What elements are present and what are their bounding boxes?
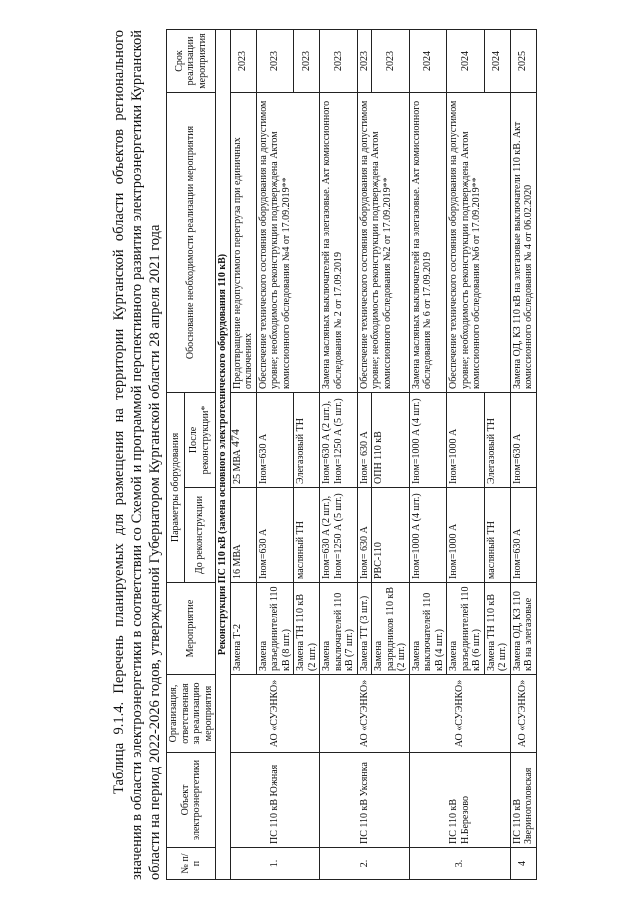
header-object: Объект электроэнергетики: [167, 753, 216, 848]
year-cell: 2023: [230, 29, 256, 92]
before-cell: Iном=630 А: [256, 488, 294, 583]
year-cell: 2024: [409, 29, 447, 92]
object-cell: ПС 110 кВ Южная: [230, 753, 320, 848]
measure-cell: Замена Т-2: [230, 583, 256, 675]
object-cell: ПС 110 кВ Уксянка: [320, 753, 410, 848]
equipment-table: [166, 29, 537, 880]
year-cell: 2023: [372, 29, 410, 92]
rotated-page-content: [110, 30, 540, 880]
measure-cell: Замена ТН 110 кВ (2 шт.): [294, 583, 320, 675]
before-cell: Iном=1000 А (4 шт.): [409, 488, 447, 583]
org-cell: АО «СУЭНКО»: [409, 675, 510, 753]
justification-cell: Замена масляных выключателей на элегазовые. Акт комиссионного обследования № 2 от 17.09.2019: [320, 92, 358, 392]
header-before: До реконструкции: [184, 488, 215, 583]
row-number: 1.: [230, 848, 320, 880]
after-cell: Iном=630 А (2 шт.), Iном=1250 А (5 шт.): [320, 392, 358, 487]
justification-cell: Предотвращение недопустимого перегруза при единичных отключениях: [230, 92, 256, 392]
after-cell: Элегазовый ТН: [294, 392, 320, 487]
year-cell: 2025: [510, 29, 536, 92]
header-after: После реконструкции*: [184, 392, 215, 487]
measure-cell: Замена разъединителей 110 кВ (8 шт.): [256, 583, 294, 675]
before-cell: Iном= 630 А: [357, 488, 372, 583]
before-cell: Iном=630 А (2 шт.), Iном=1250 А (5 шт.): [320, 488, 358, 583]
before-cell: 16 МВА: [230, 488, 256, 583]
header-justification: Обоснование необходимости реализации мероприятия: [167, 92, 216, 392]
page-number: 474: [228, 429, 242, 447]
year-cell: 2023: [256, 29, 294, 92]
row-number: 2.: [320, 848, 410, 880]
org-cell: АО «СУЭНКО»: [320, 675, 410, 753]
justification-cell: Замена ОД, КЗ 110 кВ на элегазовые выключатели 110 кВ. Акт комиссионного обследования № 4 от 06.02.2020: [510, 92, 536, 392]
table-title: Таблица 9.1.4. Перечень планируемых для размещения на территории Курганской области объектов регионального значения в области электроэнергетики в соответствии со Схемой и программой перспективного развития электроэнергетики Курганской области на период 2022-2026 годов, утвержденной Губернатором Курганской области 28 апреля 2021 года: [111, 30, 163, 880]
table-row: [230, 29, 256, 879]
measure-cell: Замена ОД, КЗ 110 кВ на элегазовые: [510, 583, 536, 675]
org-cell: АО «СУЭНКО»: [510, 675, 536, 753]
table-row: [510, 29, 536, 879]
header-num: № п/п: [167, 848, 216, 880]
header-measure: Мероприятие: [167, 583, 216, 675]
measure-cell: Замена разрядников 110 кВ (2 шт.): [372, 583, 410, 675]
justification-cell: Обеспечение технического состояния оборудования на допустимом уровне; необходимость реконструкции подтверждена Актом комиссионного обследования №4 от 17.09.2019**: [256, 92, 320, 392]
year-cell: 2023: [294, 29, 320, 92]
measure-cell: Замена ТН 110 кВ (2 шт.): [484, 583, 510, 675]
object-cell: ПС 110 кВ Н.Березово: [409, 753, 510, 848]
table-row: [320, 29, 358, 879]
year-cell: 2023: [357, 29, 372, 92]
header-params: Параметры оборудования: [167, 392, 185, 582]
section-header: Реконструкция ПС 110 кВ (замена основного электротехнического оборудования 110 кВ): [216, 29, 231, 879]
measure-cell: Замена выключателей 110 кВ (7 шт.): [320, 583, 358, 675]
org-cell: АО «СУЭНКО»: [230, 675, 320, 753]
after-cell: Iном= 630 А: [357, 392, 372, 487]
after-cell: Iном=1000 А (4 шт.): [409, 392, 447, 487]
measure-cell: Замена разъединителей 110 кВ (6 шт.): [447, 583, 485, 675]
object-cell: ПС 110 кВ Звериноголовская: [510, 753, 536, 848]
after-cell: Элегазовый ТН: [484, 392, 510, 487]
justification-cell: Обеспечение технического состояния оборудования на допустимом уровне; необходимость реконструкции подтверждена Актом комиссионного обследования №2 от 17.09.2019**: [357, 92, 409, 392]
measure-cell: Замена выключателей 110 кВ (4 шт.): [409, 583, 447, 675]
year-cell: 2023: [320, 29, 358, 92]
year-cell: 2024: [484, 29, 510, 92]
before-cell: Iном=630 А: [510, 488, 536, 583]
header-deadline: Срок реализации мероприятия: [167, 29, 216, 92]
justification-cell: Обеспечение технического состояния оборудования на допустимом уровне; необходимость реконструкции подтверждена Актом комиссионного обследования №6 от 17.09.2019**: [447, 92, 511, 392]
before-cell: РВС-110: [372, 488, 410, 583]
measure-cell: Замена ТТ (3 шт.): [357, 583, 372, 675]
after-cell: 25 МВА: [230, 392, 256, 487]
table-row: [409, 29, 447, 879]
header-org: Организация, ответственная за реализацию мероприятия: [167, 675, 216, 753]
row-number: 4: [510, 848, 536, 880]
year-cell: 2024: [447, 29, 485, 92]
after-cell: ОПН 110 кВ: [372, 392, 410, 487]
before-cell: масляный ТН: [294, 488, 320, 583]
after-cell: Iном=630 А: [510, 392, 536, 487]
row-number: 3.: [409, 848, 510, 880]
after-cell: Iном=630 А: [256, 392, 294, 487]
before-cell: масляный ТН: [484, 488, 510, 583]
before-cell: Iном=1000 А: [447, 488, 485, 583]
justification-cell: Замена масляных выключателей на элегазовые. Акт комиссионного обследования № 6 от 17.09.2019: [409, 92, 447, 392]
after-cell: Iном=1000 А: [447, 392, 485, 487]
